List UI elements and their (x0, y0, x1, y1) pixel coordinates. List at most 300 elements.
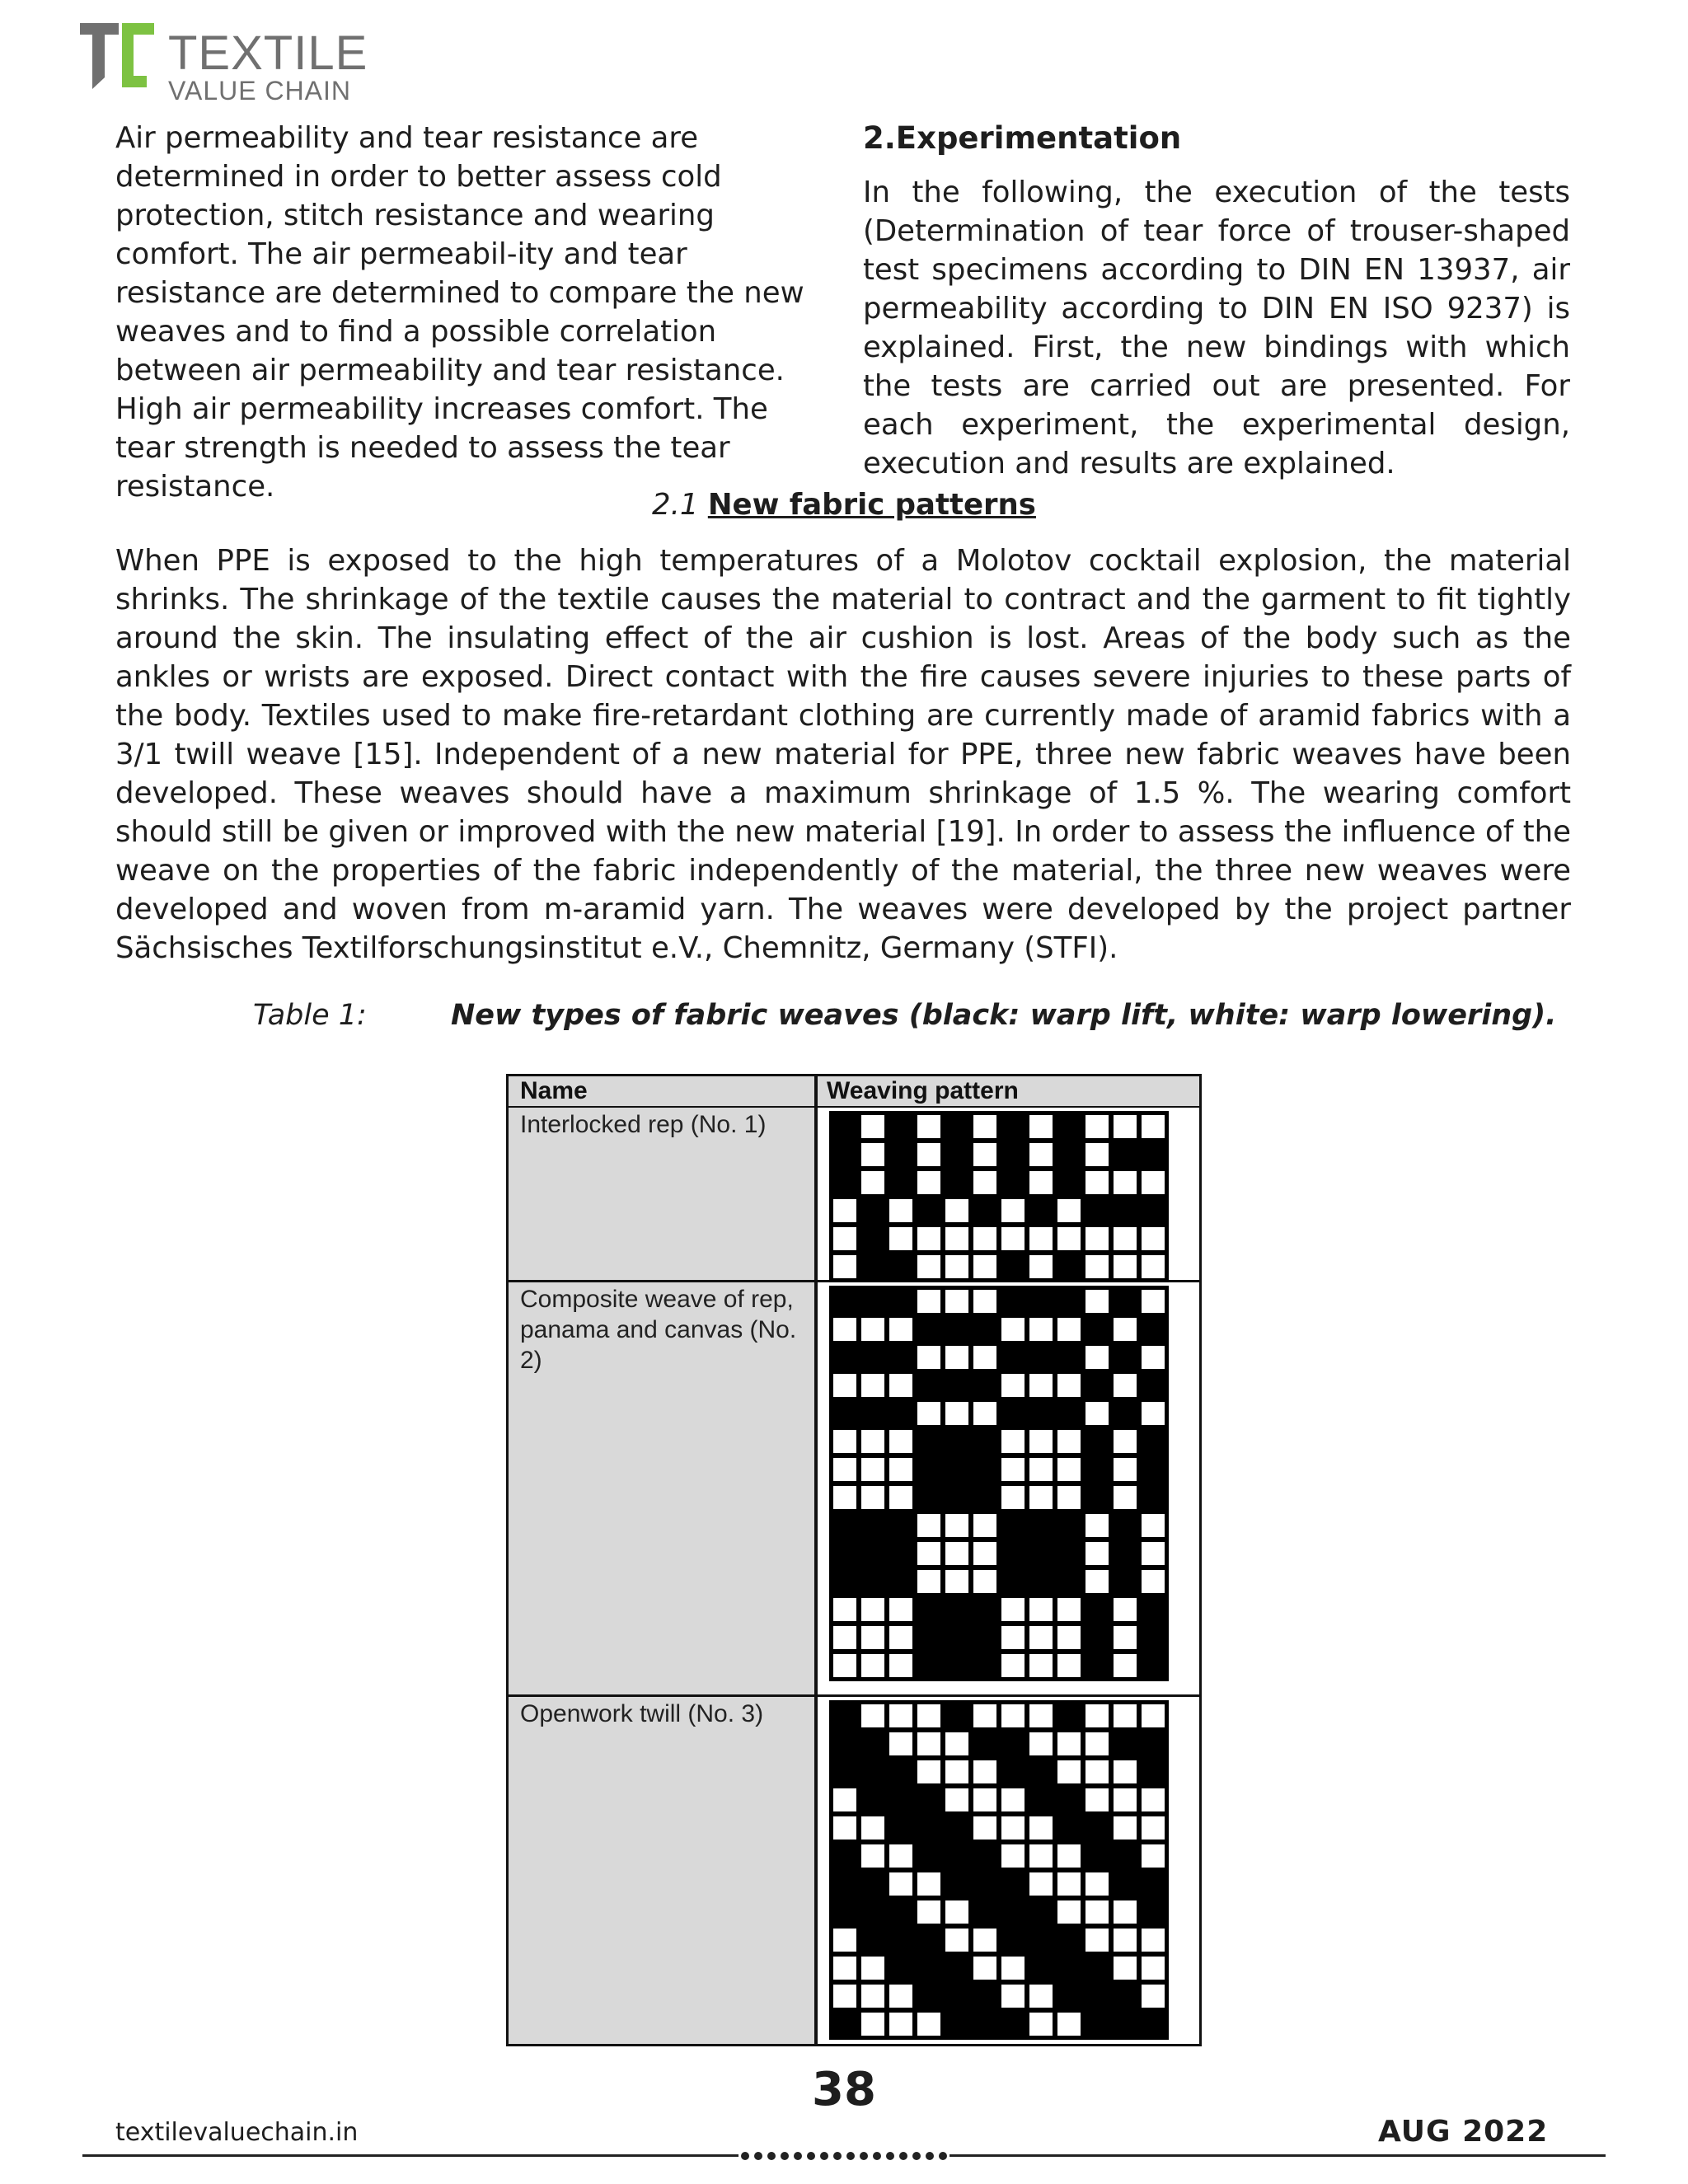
weave-cell-black (1029, 1956, 1053, 1980)
weave-cell-black (860, 1198, 885, 1223)
weave-cell-white (1085, 1254, 1109, 1279)
weave-cell-white (1001, 1429, 1025, 1454)
weave-cell-black (1057, 1170, 1081, 1195)
weave-cell-black (1001, 1569, 1025, 1594)
weave-cell-white (973, 1513, 997, 1538)
weave-cell-white (1113, 1928, 1137, 1952)
weave-cell-black (832, 1142, 857, 1167)
weave-cell-black (973, 1732, 997, 1756)
weave-cell-black (832, 1844, 857, 1868)
weave-cell-black (889, 1114, 913, 1139)
weave-cell-black (1141, 1142, 1165, 1167)
weave-cell-white (1001, 1226, 1025, 1251)
weave-cell-white (889, 1732, 913, 1756)
weave-cell-white (1085, 1345, 1109, 1370)
weave-cell-white (1029, 1485, 1053, 1510)
weave-cell-white (945, 1345, 969, 1370)
weave-cell-black (1057, 1928, 1081, 1952)
weave-cell-white (1113, 1597, 1137, 1622)
weave-cell-white (1141, 1513, 1165, 1538)
weave-cell-black (832, 1872, 857, 1896)
weave-cell-white (1001, 1317, 1025, 1342)
weave-cell-white (1029, 1625, 1053, 1650)
weave-cell-black (973, 1429, 997, 1454)
weave-cell-black (1141, 1872, 1165, 1896)
weave-cell-black (1001, 1345, 1025, 1370)
weave-cell-white (1141, 1569, 1165, 1594)
weave-cell-black (889, 1928, 913, 1952)
weave-cell-white (1057, 1226, 1081, 1251)
weave-cell-white (1113, 1653, 1137, 1678)
section-heading: 2.Experimentation (863, 120, 1182, 156)
weave-cell-black (1113, 1984, 1137, 2008)
weave-cell-black (973, 1485, 997, 1510)
weave-cell-white (832, 1317, 857, 1342)
weave-cell-white (1113, 1760, 1137, 1784)
weave-cell-black (1085, 2012, 1109, 2036)
weave-cell-white (917, 1114, 941, 1139)
weave-cell-white (917, 1401, 941, 1426)
weave-cell-black (889, 1788, 913, 1812)
weave-cell-white (889, 1198, 913, 1223)
weave-cell-white (917, 1569, 941, 1594)
weave-cell-black (917, 1373, 941, 1398)
weave-cell-black (1001, 1872, 1025, 1896)
weave-cell-black (945, 1597, 969, 1622)
weave-cell-white (860, 1317, 885, 1342)
weave-cell-black (1029, 1198, 1053, 1223)
weave-cell-black (1113, 1401, 1137, 1426)
weave-cell-white (1029, 2012, 1053, 2036)
weave-cell-white (1113, 1170, 1137, 1195)
weave-cell-white (1057, 1872, 1081, 1896)
weave-cell-black (1141, 2012, 1165, 2036)
weave-cell-white (889, 2012, 913, 2036)
weave-cell-white (1029, 1984, 1053, 2008)
brand-tagline: VALUE CHAIN (168, 76, 352, 105)
weave-cell-white (945, 1226, 969, 1251)
weave-cell-black (1029, 1569, 1053, 1594)
weave-cell-white (1113, 1226, 1137, 1251)
weave-cell-white (889, 1485, 913, 1510)
weave-cell-white (917, 1872, 941, 1896)
weave-cell-white (1029, 1653, 1053, 1678)
footer-issue-date: AUG 2022 (1378, 2115, 1549, 2149)
weave-cell-black (889, 1401, 913, 1426)
weave-cell-white (832, 1457, 857, 1482)
weave-cell-black (1141, 1198, 1165, 1223)
weave-cell-black (917, 1816, 941, 1840)
weave-cell-white (1057, 1373, 1081, 1398)
weave-cell-white (917, 1142, 941, 1167)
weave-cell-white (1057, 1597, 1081, 1622)
weave-cell-white (1029, 1114, 1053, 1139)
weave-cell-black (1057, 1704, 1081, 1728)
weave-cell-black (1113, 1513, 1137, 1538)
weave-cell-black (917, 1485, 941, 1510)
weave-cell-black (1057, 1513, 1081, 1538)
weave-cell-black (1029, 1788, 1053, 1812)
table-row-2-name-cell (509, 1282, 814, 1694)
weave-cell-white (1113, 1900, 1137, 1924)
weave-cell-white (1141, 1170, 1165, 1195)
weave-cell-black (973, 2012, 997, 2036)
weave-cell-white (973, 1928, 997, 1952)
brand-logo (76, 18, 373, 105)
weave-cell-white (832, 1198, 857, 1223)
weave-cell-black (917, 1317, 941, 1342)
weave-cell-black (889, 1900, 913, 1924)
weave-cell-white (1113, 1373, 1137, 1398)
weave-cell-black (1001, 1114, 1025, 1139)
weave-cell-white (1085, 1732, 1109, 1756)
weave-cell-black (1113, 2012, 1137, 2036)
weave-cell-black (1085, 1597, 1109, 1622)
weave-cell-black (917, 1928, 941, 1952)
weave-cell-white (917, 1345, 941, 1370)
weave-cell-black (1141, 1732, 1165, 1756)
weave-cell-white (1085, 1541, 1109, 1566)
weave-cell-white (917, 1513, 941, 1538)
weave-cell-black (945, 1704, 969, 1728)
weave-cell-black (917, 1844, 941, 1868)
weave-cell-black (1057, 1569, 1081, 1594)
weave-cell-black (1085, 1198, 1109, 1223)
weave-cell-white (1057, 1317, 1081, 1342)
tc-logo-icon (76, 18, 158, 96)
weave-cell-black (1085, 1844, 1109, 1868)
weave-cell-black (1057, 1956, 1081, 1980)
weave-cell-black (945, 1317, 969, 1342)
weave-cell-black (1141, 1625, 1165, 1650)
intro-paragraph: Air permeability and tear resistance are determined in order to better assess cold protection, stitch resistance and wearing comfort. The air permeabil-ity and tear resistance are determined to compare the new weaves and to find a possible correlation between air permeability and tear resistance. High air permeability increases comfort. The tear strength is needed to assess the tear resistance. (115, 121, 804, 504)
weave-table (506, 1074, 1202, 2046)
weave-name-2: Composite weave of rep, panama and canvas (No. 2) (520, 1286, 797, 1374)
weave-cell-black (973, 1198, 997, 1223)
weave-cell-white (973, 1345, 997, 1370)
weave-cell-white (1029, 1732, 1053, 1756)
weave-cell-black (1057, 1788, 1081, 1812)
weave-pattern-grid-2 (829, 1286, 1169, 1681)
weave-cell-black (1057, 1254, 1081, 1279)
weave-cell-white (1141, 1345, 1165, 1370)
weave-cell-white (1057, 1844, 1081, 1868)
weave-cell-black (860, 1569, 885, 1594)
weave-cell-black (1001, 1401, 1025, 1426)
weave-cell-black (1113, 1732, 1137, 1756)
weave-cell-black (1029, 1513, 1053, 1538)
weave-cell-white (1113, 1485, 1137, 1510)
weave-cell-white (973, 1569, 997, 1594)
weave-cell-black (1001, 1254, 1025, 1279)
weave-cell-white (945, 1732, 969, 1756)
table-header-row (509, 1076, 1199, 1108)
weave-cell-white (1057, 1457, 1081, 1482)
weave-cell-black (945, 1625, 969, 1650)
weave-cell-black (860, 1788, 885, 1812)
weave-cell-white (889, 1429, 913, 1454)
weave-cell-white (973, 1114, 997, 1139)
weave-cell-white (889, 1597, 913, 1622)
weave-cell-black (1057, 1345, 1081, 1370)
weave-cell-black (1085, 1457, 1109, 1482)
weave-cell-white (889, 1625, 913, 1650)
weave-cell-white (860, 1142, 885, 1167)
weave-cell-black (973, 1597, 997, 1622)
weave-cell-black (860, 1226, 885, 1251)
weave-cell-white (832, 1928, 857, 1952)
weave-cell-black (917, 1597, 941, 1622)
weave-cell-black (1141, 1485, 1165, 1510)
weave-cell-white (860, 1653, 885, 1678)
weave-cell-black (917, 1956, 941, 1980)
weave-cell-white (1085, 1760, 1109, 1784)
weave-cell-black (945, 1170, 969, 1195)
weave-cell-black (1085, 1653, 1109, 1678)
weave-cell-white (1001, 1956, 1025, 1980)
weave-cell-black (1001, 1142, 1025, 1167)
weave-cell-white (1085, 1170, 1109, 1195)
weave-cell-white (860, 1956, 885, 1980)
weave-cell-black (889, 1760, 913, 1784)
weave-cell-black (945, 1816, 969, 1840)
weave-cell-white (1057, 1900, 1081, 1924)
weave-cell-black (860, 1872, 885, 1896)
weave-cell-white (917, 1900, 941, 1924)
weave-cell-white (1113, 1254, 1137, 1279)
weave-cell-black (1141, 1760, 1165, 1784)
weave-cell-black (832, 1900, 857, 1924)
weave-cell-white (917, 1732, 941, 1756)
weave-cell-white (1113, 1429, 1137, 1454)
weave-cell-black (945, 2012, 969, 2036)
weave-cell-black (1113, 1872, 1137, 1896)
column-divider (814, 1076, 818, 2044)
weave-cell-black (973, 1984, 997, 2008)
header-name: Name (520, 1077, 588, 1104)
weave-cell-white (1085, 1788, 1109, 1812)
weave-cell-white (832, 1429, 857, 1454)
weave-cell-black (945, 1844, 969, 1868)
weave-cell-black (1057, 1401, 1081, 1426)
footer-website: textilevaluechain.in (115, 2118, 359, 2147)
weave-cell-white (1141, 1541, 1165, 1566)
weave-cell-black (832, 1541, 857, 1566)
weave-cell-white (1141, 1704, 1165, 1728)
weave-cell-black (1057, 1114, 1081, 1139)
weave-pattern-grid-1 (829, 1111, 1169, 1282)
weave-cell-black (832, 1289, 857, 1314)
weave-cell-black (860, 1254, 885, 1279)
subsection-heading (0, 486, 1688, 524)
weave-cell-white (945, 1928, 969, 1952)
weave-cell-black (945, 1485, 969, 1510)
weave-cell-white (1085, 1900, 1109, 1924)
weave-cell-white (860, 1429, 885, 1454)
weave-cell-white (917, 2012, 941, 2036)
weave-cell-black (1113, 1142, 1137, 1167)
weave-cell-black (973, 1457, 997, 1482)
weave-cell-black (1085, 1373, 1109, 1398)
weave-cell-black (889, 1569, 913, 1594)
weave-cell-black (1001, 1170, 1025, 1195)
footer-rule-right (950, 2154, 1606, 2157)
weave-cell-black (1085, 1317, 1109, 1342)
weave-cell-white (1029, 1170, 1053, 1195)
weave-cell-black (832, 1569, 857, 1594)
weave-cell-black (1141, 1317, 1165, 1342)
weave-cell-black (832, 1704, 857, 1728)
weave-cell-black (973, 1844, 997, 1868)
weave-cell-white (832, 1984, 857, 2008)
weave-cell-white (1141, 1816, 1165, 1840)
weave-cell-white (1141, 1114, 1165, 1139)
weave-cell-black (860, 1345, 885, 1370)
weave-cell-white (860, 1457, 885, 1482)
weave-cell-black (832, 2012, 857, 2036)
weave-cell-white (1113, 1317, 1137, 1342)
weave-cell-white (973, 1226, 997, 1251)
footer-rule-left (82, 2154, 738, 2157)
weave-cell-white (832, 1254, 857, 1279)
weave-cell-white (1085, 1226, 1109, 1251)
weave-cell-black (1141, 1653, 1165, 1678)
weave-cell-black (1141, 1457, 1165, 1482)
weave-cell-white (1113, 1816, 1137, 1840)
brand-name: TEXTILE (168, 26, 368, 80)
weave-cell-black (917, 1457, 941, 1482)
weave-cell-white (1001, 1198, 1025, 1223)
weave-cell-white (973, 1142, 997, 1167)
weave-cell-black (1141, 1373, 1165, 1398)
weave-cell-white (973, 1289, 997, 1314)
weave-cell-black (1001, 1760, 1025, 1784)
weave-cell-white (1141, 1401, 1165, 1426)
weave-cell-black (832, 1170, 857, 1195)
weave-cell-white (945, 1541, 969, 1566)
weave-cell-black (832, 1401, 857, 1426)
subsection-number: 2.1 (652, 488, 699, 522)
weave-cell-black (1113, 1844, 1137, 1868)
weave-cell-white (945, 1788, 969, 1812)
weave-cell-white (1057, 1429, 1081, 1454)
weave-cell-black (945, 1114, 969, 1139)
weave-cell-black (1001, 1928, 1025, 1952)
weave-cell-black (973, 1625, 997, 1650)
weave-cell-white (1029, 1142, 1053, 1167)
weave-cell-black (1001, 1289, 1025, 1314)
subsection-title: New fabric patterns (707, 488, 1036, 522)
weave-cell-white (1141, 1928, 1165, 1952)
weave-cell-black (832, 1513, 857, 1538)
weave-cell-black (832, 1760, 857, 1784)
weave-cell-black (1113, 1198, 1137, 1223)
weave-pattern-grid-3 (829, 1700, 1169, 2040)
weave-cell-white (889, 1653, 913, 1678)
weave-cell-black (945, 1653, 969, 1678)
weave-cell-black (917, 1625, 941, 1650)
weave-cell-white (860, 1984, 885, 2008)
weave-cell-black (1141, 1429, 1165, 1454)
weave-cell-white (973, 1254, 997, 1279)
weave-cell-black (1085, 1816, 1109, 1840)
weave-cell-white (1001, 1625, 1025, 1650)
weave-cell-white (1057, 1653, 1081, 1678)
weave-cell-white (860, 1170, 885, 1195)
weave-cell-black (973, 1900, 997, 1924)
weave-cell-white (1029, 1457, 1053, 1482)
weave-cell-white (1113, 1625, 1137, 1650)
weave-cell-white (1029, 1429, 1053, 1454)
weave-cell-white (973, 1760, 997, 1784)
weave-cell-white (1057, 1732, 1081, 1756)
weave-cell-black (1113, 1289, 1137, 1314)
weave-cell-black (973, 1872, 997, 1896)
weave-cell-white (860, 2012, 885, 2036)
weave-cell-black (917, 1984, 941, 2008)
weave-cell-white (973, 1401, 997, 1426)
weave-cell-black (889, 1956, 913, 1980)
table-caption-label: Table 1: (253, 999, 367, 1032)
weave-cell-black (860, 1289, 885, 1314)
weave-cell-black (1029, 1289, 1053, 1314)
weave-cell-white (832, 1653, 857, 1678)
page-number: 38 (812, 2063, 876, 2116)
weave-cell-white (1085, 1289, 1109, 1314)
weave-cell-white (1141, 1226, 1165, 1251)
weave-cell-black (1141, 1597, 1165, 1622)
table-row-1-name-cell (509, 1108, 814, 1281)
weave-cell-white (1141, 1956, 1165, 1980)
weave-cell-white (1029, 1816, 1053, 1840)
weave-cell-black (1141, 1900, 1165, 1924)
weave-cell-white (973, 1956, 997, 1980)
weave-cell-black (945, 1872, 969, 1896)
section-paragraph: In the following, the execution of the tests (Determination of tear force of trouser-shaped test specimens according to DIN EN 13937, air permeability according to DIN EN ISO 9237) is explained. First, the new bindings with which the tests are carried out are presented. For each experiment, the experimental design, execution and results are explained. (863, 176, 1570, 480)
weave-cell-black (889, 1142, 913, 1167)
weave-cell-black (860, 1513, 885, 1538)
weave-cell-white (889, 1317, 913, 1342)
weave-cell-white (917, 1226, 941, 1251)
weave-cell-white (1085, 1872, 1109, 1896)
weave-cell-black (917, 1429, 941, 1454)
weave-cell-white (945, 1289, 969, 1314)
weave-cell-white (889, 1844, 913, 1868)
weave-cell-white (1085, 1513, 1109, 1538)
weave-cell-black (1029, 1760, 1053, 1784)
table-row-3-name-cell (509, 1697, 814, 2044)
weave-cell-white (860, 1597, 885, 1622)
weave-cell-white (1001, 1485, 1025, 1510)
weave-cell-white (1113, 1704, 1137, 1728)
weave-cell-black (889, 1170, 913, 1195)
weave-cell-black (945, 1956, 969, 1980)
weave-cell-black (1001, 1513, 1025, 1538)
weave-cell-black (973, 1317, 997, 1342)
weave-cell-black (1113, 1541, 1137, 1566)
weave-cell-white (1001, 1984, 1025, 2008)
weave-cell-white (1001, 1788, 1025, 1812)
weave-cell-black (1085, 1625, 1109, 1650)
footer-dots-ornament (738, 2145, 950, 2167)
weave-cell-white (1113, 1956, 1137, 1980)
body-paragraph: When PPE is exposed to the high temperatures of a Molotov cocktail explosion, the material shrinks. The shrinkage of the textile causes the material to contract and the garment to fit tightly around the skin. The insulating effect of the air cushion is lost. Areas of the body such as the ankles or wrists are exposed. Direct contact with the fire causes severe injuries to these parts of the body. Textiles used to make fire-retardant clothing are currently made of aramid fabrics with a 3/1 twill weave [15]. Independent of a new material for PPE, three new fabric weaves have been developed. These weaves should have a maximum shrinkage of 1.5 %. The wearing comfort should still be given or improved with the new material [19]. In order to assess the influence of the weave on the properties of the fabric independently of the material, the three new weaves were developed and woven from m-aramid yarn. The weaves were developed by the project partner Sächsisches Textilforschungsinstitut e.V., Chemnitz, Germany (STFI). (115, 544, 1571, 965)
weave-cell-white (832, 1956, 857, 1980)
weave-cell-black (917, 1198, 941, 1223)
weave-cell-black (832, 1345, 857, 1370)
weave-cell-black (889, 1254, 913, 1279)
weave-cell-white (1001, 1704, 1025, 1728)
